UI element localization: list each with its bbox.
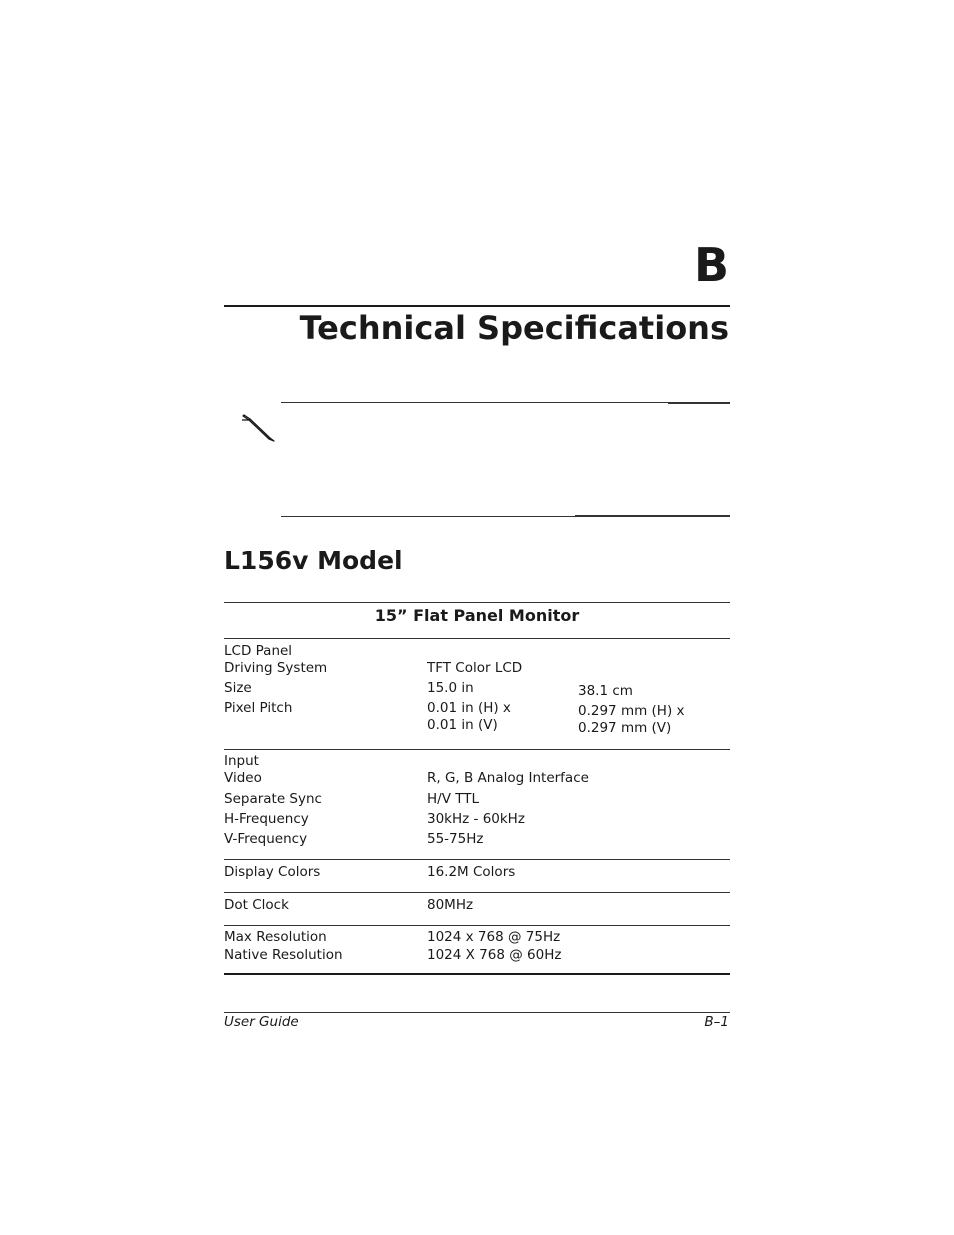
spec-value-imperial: R, G, B Analog Interface [427, 770, 589, 786]
spec-label: Size [224, 680, 252, 696]
spec-label: Max Resolution [224, 929, 327, 945]
spec-value-imperial: 30kHz - 60kHz [427, 811, 525, 827]
footer-page-number: B–1 [704, 1014, 729, 1030]
spec-label: H-Frequency [224, 811, 309, 827]
spec-value-imperial: 16.2M Colors [427, 864, 516, 880]
spec-label: V-Frequency [224, 831, 308, 847]
spec-label: Driving System [224, 660, 328, 676]
note-top-rule-accent [668, 402, 730, 404]
section-heading: L156v Model [224, 546, 403, 575]
spec-value-imperial: 0.01 in (H) x [427, 700, 511, 716]
spec-value-imperial: 55-75Hz [427, 831, 484, 847]
chapter-title: Technical Specifications [299, 309, 729, 347]
group-rule [224, 859, 730, 860]
spec-label: Input [224, 753, 259, 769]
spec-value-metric: 0.297 mm (H) x [578, 703, 685, 719]
note-bottom-rule-accent [575, 515, 730, 517]
spec-label: Video [224, 770, 262, 786]
group-rule [224, 925, 730, 926]
spec-value-imperial: 1024 x 768 @ 75Hz [427, 929, 561, 945]
spec-label: Native Resolution [224, 947, 343, 963]
spec-value-metric: 0.297 mm (V) [578, 720, 672, 736]
title-rule [224, 305, 730, 307]
spec-label: LCD Panel [224, 643, 293, 659]
table-header-rule [224, 638, 730, 639]
table-top-rule [224, 602, 730, 603]
spec-value-imperial: 15.0 in [427, 680, 474, 696]
footer-rule [224, 1012, 730, 1013]
spec-label: Display Colors [224, 864, 321, 880]
spec-value-metric: 38.1 cm [578, 683, 633, 699]
note-top-rule [281, 402, 730, 403]
footer-doc-title: User Guide [224, 1014, 299, 1030]
spec-value-imperial: 0.01 in (V) [427, 717, 498, 733]
table-title: 15” Flat Panel Monitor [374, 606, 580, 625]
group-rule [224, 749, 730, 750]
spec-value-imperial: 80MHz [427, 897, 474, 913]
spec-label: Dot Clock [224, 897, 289, 913]
spec-label: Pixel Pitch [224, 700, 293, 716]
pencil-icon [240, 414, 276, 442]
table-bottom-rule [224, 973, 730, 975]
spec-value-imperial: TFT Color LCD [427, 660, 523, 676]
chapter-letter: B [693, 238, 729, 292]
spec-label: Separate Sync [224, 791, 322, 807]
spec-value-imperial: 1024 X 768 @ 60Hz [427, 947, 562, 963]
group-rule [224, 892, 730, 893]
spec-value-imperial: H/V TTL [427, 791, 480, 807]
